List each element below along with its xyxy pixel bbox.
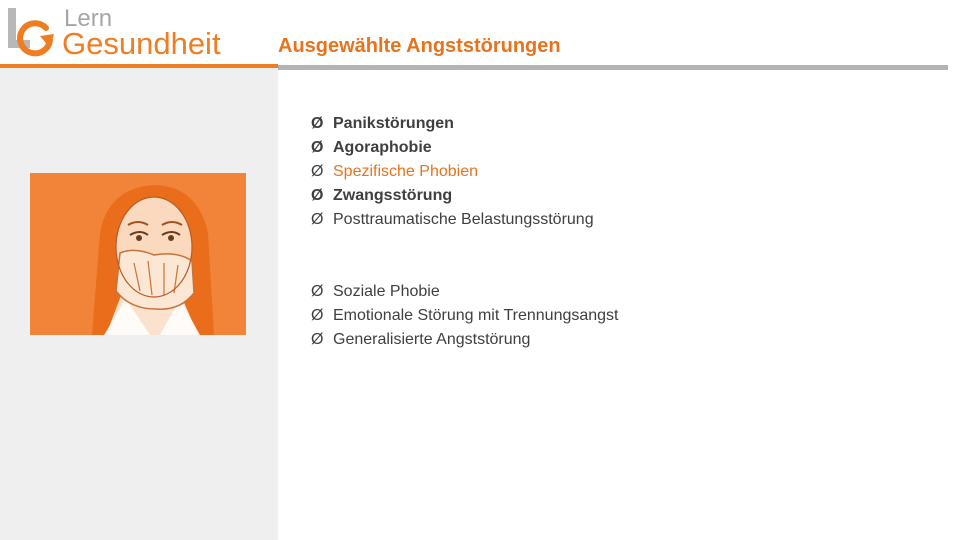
- arrow-bullet-icon: Ø: [311, 211, 324, 228]
- list-item-label: Emotionale Störung mit Trennungsangst: [333, 307, 619, 324]
- arrow-bullet-icon: Ø: [311, 115, 324, 132]
- arrow-bullet-icon: Ø: [311, 187, 324, 204]
- logo-text-top: Lern: [64, 5, 113, 32]
- list-item-label: Posttraumatische Belastungsstörung: [333, 211, 594, 228]
- list-item: [311, 208, 594, 232]
- lerngesundheit-logo: [6, 4, 266, 64]
- disorder-list-secondary: [311, 280, 619, 352]
- list-item: [311, 112, 594, 136]
- list-item: [311, 184, 594, 208]
- list-item: [311, 328, 619, 352]
- list-item: [311, 304, 619, 328]
- anxious-woman-illustration: [30, 173, 246, 335]
- disorder-list-primary: [311, 112, 594, 232]
- list-item-label: Soziale Phobie: [333, 283, 440, 300]
- list-item-label: Agoraphobie: [333, 139, 432, 156]
- arrow-bullet-icon: Ø: [311, 139, 324, 156]
- page-title: Ausgewählte Angststörungen: [278, 35, 561, 57]
- list-item-label: Zwangsstörung: [333, 187, 453, 204]
- list-item-label: Spezifische Phobien: [333, 163, 478, 180]
- list-item: [311, 280, 619, 304]
- logo-lg-mark-icon: [6, 4, 66, 64]
- arrow-bullet-icon: Ø: [311, 163, 324, 180]
- header-rule-accent: [0, 64, 278, 68]
- logo-text-bottom: Gesundheit: [62, 26, 221, 61]
- header-rule: [278, 65, 948, 70]
- arrow-bullet-icon: Ø: [311, 283, 324, 300]
- arrow-bullet-icon: Ø: [311, 331, 324, 348]
- arrow-bullet-icon: Ø: [311, 307, 324, 324]
- list-item: [311, 160, 594, 184]
- list-item-label: Generalisierte Angststörung: [333, 331, 531, 348]
- list-item: [311, 136, 594, 160]
- list-item-label: Panikstörungen: [333, 115, 454, 132]
